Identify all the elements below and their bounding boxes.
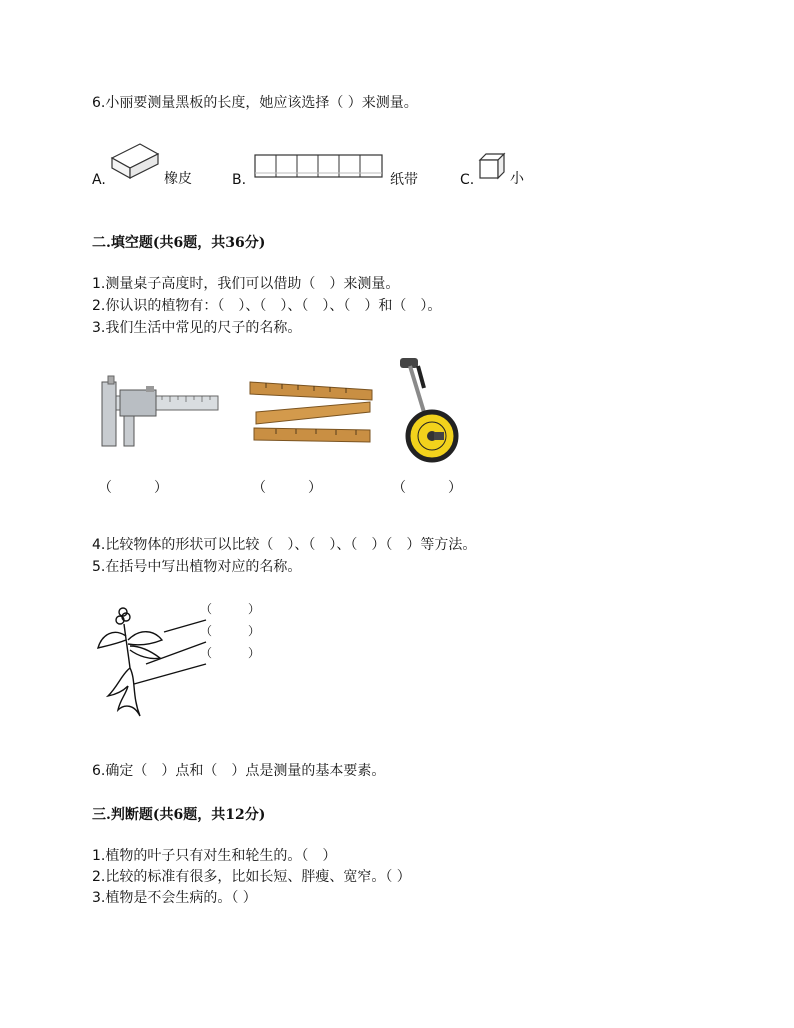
option-a-label: 橡皮 xyxy=(164,171,192,187)
folding-ruler-image xyxy=(246,372,376,456)
option-b-letter: B. xyxy=(232,172,247,188)
ruler-blank-2[interactable]: （ ） xyxy=(252,480,322,496)
judge-question-3: 3.植物是不会生病的。（ ） xyxy=(92,890,257,906)
fill-question-1: 1.测量桌子高度时，我们可以借助（ ）来测量。 xyxy=(92,276,400,292)
question-6-stem: 6.小丽要测量黑板的长度，她应该选择（ ）来测量。 xyxy=(92,95,418,111)
option-c-letter: C. xyxy=(460,172,475,188)
measuring-wheel-image xyxy=(396,356,462,466)
fill-question-6: 6.确定（ ）点和（ ）点是测量的基本要素。 xyxy=(92,763,386,779)
option-b-label: 纸带 xyxy=(390,172,418,188)
judge-question-2: 2.比较的标准有很多，比如长短、胖瘦、宽窄。（ ） xyxy=(92,869,411,885)
section-3-heading: 三.判断题(共6题，共12分) xyxy=(92,807,266,823)
plant-blank-3[interactable]: （ ） xyxy=(200,646,261,660)
plant-diagram-image xyxy=(96,600,206,724)
ruler-blank-1[interactable]: （ ） xyxy=(98,480,168,496)
plant-blank-2[interactable]: （ ） xyxy=(200,624,261,638)
fill-question-4: 4.比较物体的形状可以比较（ ）、（ ）、（ ）（ ）等方法。 xyxy=(92,537,477,553)
option-a-letter: A. xyxy=(92,172,106,188)
fill-question-5: 5.在括号中写出植物对应的名称。 xyxy=(92,559,302,575)
fill-question-3: 3.我们生活中常见的尺子的名称。 xyxy=(92,320,302,336)
cube-image xyxy=(478,152,508,180)
eraser-image xyxy=(110,138,162,182)
option-c-label: 小 xyxy=(510,171,524,187)
section-2-heading: 二.填空题(共6题，共36分) xyxy=(92,235,266,251)
plant-blank-1[interactable]: （ ） xyxy=(200,602,261,616)
ruler-blank-3[interactable]: （ ） xyxy=(392,480,462,496)
vernier-caliper-image xyxy=(98,376,222,452)
fill-question-2: 2.你认识的植物有：（ ）、（ ）、（ ）、（ ）和（ ）。 xyxy=(92,298,442,314)
paper-strip-image xyxy=(254,154,384,180)
judge-question-1: 1.植物的叶子只有对生和轮生的。（ ） xyxy=(92,848,337,864)
